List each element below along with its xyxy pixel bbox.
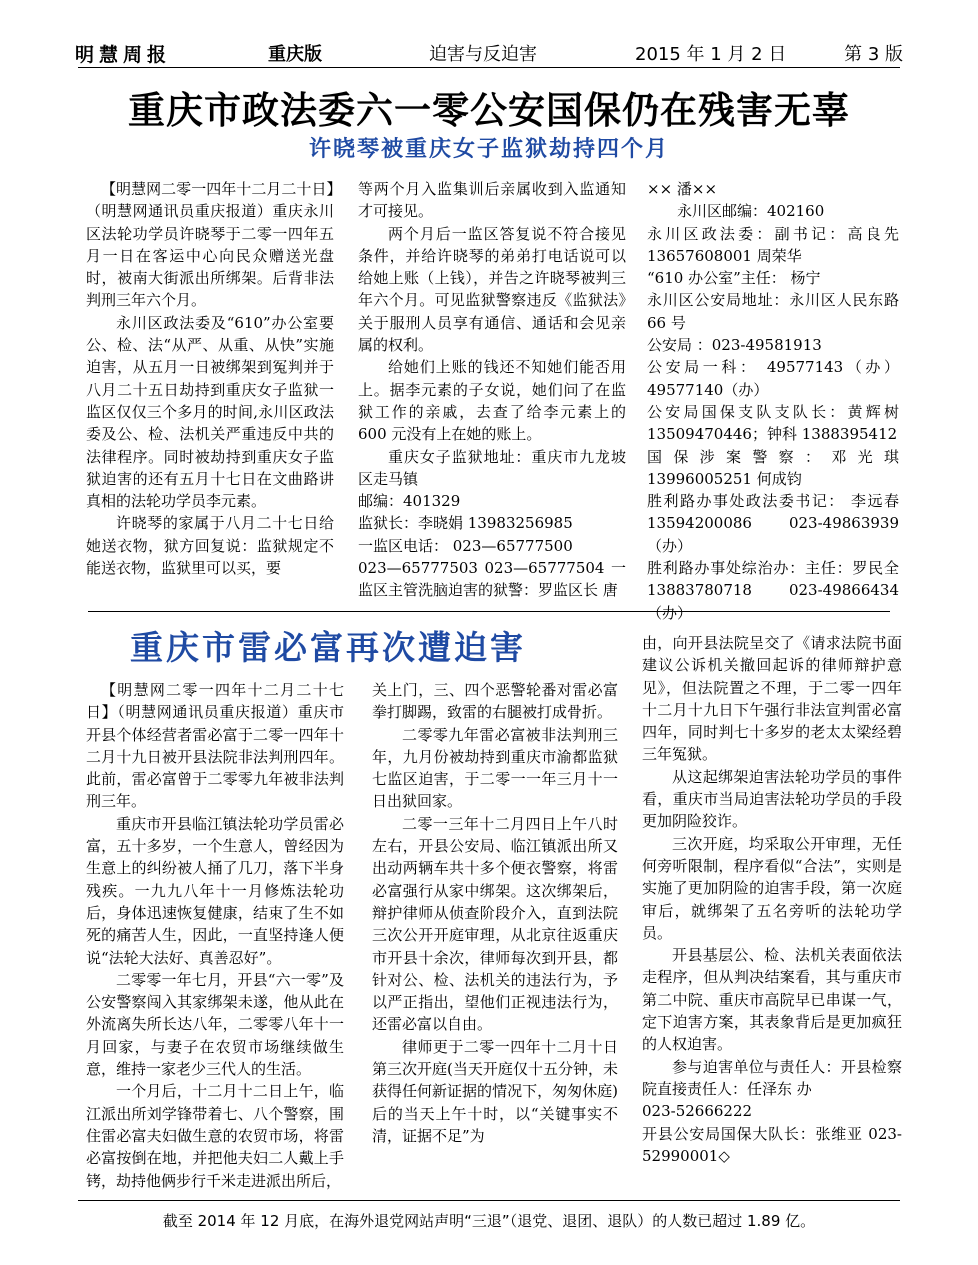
footer-rule — [78, 1200, 900, 1201]
edition: 重庆版 — [268, 44, 322, 65]
paragraph: 胜利路办事处政法委书记： 李远春 13594200086 023-49863939（办） — [647, 492, 899, 555]
paragraph: 023-52666222 — [642, 1102, 753, 1121]
paragraph: 公安局国保支队支队长：黄辉树 13509470446；钟科 1388395412 — [647, 402, 899, 444]
paragraph: 许晓琴的家属于八月二十七日给她送衣物，狱方回复说：监狱规定不能送衣物，监狱里可以买，要 — [86, 514, 334, 578]
paragraph: 永川区公安局地址：永川区人民东路 66 号 — [647, 291, 899, 332]
page-number: 第 3 版 — [844, 44, 903, 65]
article1-column-2 — [358, 178, 626, 598]
article2-column-1 — [86, 679, 344, 1199]
paragraph: 由，向开县法院呈交了《请求法院书面建议公诉机关撤回起诉的律师辩护意见》，但法院置之不理，于二零一四年十二月十九日下午强行非法宣判雷必富四年，同时判七十多岁的老太太梁经碧三年冤狱。 — [642, 634, 902, 764]
article2-column-2 — [372, 679, 618, 1199]
paragraph: 开县基层公、检、法机关表面依法走程序，但从判决结案看，其与重庆市第二中院、重庆市高院早已串谋一气，定下迫害方案，其表象背后是更加疯狂的人权迫害。 — [642, 946, 902, 1054]
section-name: 迫害与反迫害 — [429, 44, 537, 65]
header-rule — [78, 67, 900, 68]
paragraph: 邮编：401329 — [358, 492, 461, 511]
paragraph: 国保涉案警察：邓光琪 13996005251 何成钧 — [647, 447, 899, 488]
article1-subtitle: 许晓琴被重庆女子监狱劫持四个月 — [308, 136, 669, 162]
paragraph: 023—65777503 023—65777504 一监区主管洗脑迫害的狱警：罗监区长 唐 — [358, 559, 626, 600]
paragraph: 一监区电话： 023—65777500 — [358, 536, 573, 555]
paragraph: 重庆市开县临江镇法轮功学员雷必富，五十多岁，一个生意人，曾经因为生意上的纠纷被人捅了几刀，落下半身残疾。一九九八年十一月修炼法轮功后，身体迅速恢复健康，结束了生不如死的痛苦人生，因此，一直坚持逢人便说“法轮大法好、真善忍好”。 — [86, 814, 344, 967]
footer-note: 截至 2014 年 12 月底，在海外退党网站声明“三退”（退党、退团、退队）的人数已超过 1.89 亿。 — [162, 1212, 816, 1230]
paragraph: 监狱长：李晓娟 13983256985 — [358, 514, 573, 533]
issue-date: 2015 年 1 月 2 日 — [635, 44, 787, 65]
paragraph: 公安局一科： 49577143（办）49577140（办） — [647, 358, 899, 399]
masthead — [75, 38, 903, 68]
paragraph: 三次开庭，均采取公开审理，无任何旁听限制，程序看似“合法”，实则是实施了更加阴险的迫害手段，第一次庭审后，就绑架了五名旁听的法轮功学员。 — [642, 834, 902, 942]
paragraph: 公安局 ：023-49581913 — [647, 336, 822, 355]
paragraph: 律师更于二零一四年十二月十日第三次开庭(当天开庭仅十五分钟，未获得任何新证据的情况下，匆匆休庭)后的当天上午十时，以“关键事实不清，证据不足”为 — [372, 1037, 618, 1145]
article1-column-1 — [86, 178, 334, 598]
paragraph: 【明慧网二零一四年十二月二十七日】（明慧网通讯员重庆报道）重庆市开县个体经营者雷必富于二零一四年十二月十九日被开县法院非法判刑四年。此前，雷必富曾于二零零九年被非法判刑三年。 — [86, 681, 344, 811]
article2-title: 重庆市雷必富再次遭迫害 — [130, 628, 526, 667]
paragraph: 关上门，三、四个恶警轮番对雷必富拳打脚踢，致雷的右腿被打成骨折。 — [372, 681, 618, 722]
paragraph: “610 办公室”主任： 杨宁 — [647, 269, 821, 288]
article-divider — [88, 611, 890, 612]
paragraph: 二零零九年雷必富被非法判刑三年，九月份被劫持到重庆市渝都监狱七监区迫害，于二零一一年三月十一日出狱回家。 — [372, 725, 618, 811]
paragraph: 重庆女子监狱地址：重庆市九龙坡区走马镇 — [358, 447, 626, 488]
paragraph: 给她们上账的钱还不知她们能否用上。据李元素的子女说，她们问了在监狱工作的亲戚，去查了给李元素上的 600 元没有上在她的账上。 — [358, 358, 626, 444]
paper-name: 明慧周报 — [75, 44, 172, 66]
paragraph: 永川区邮编：402160 — [677, 202, 825, 221]
article1-column-3 — [647, 178, 899, 622]
paragraph: 参与迫害单位与责任人：开县检察院直接责任人：任泽东 办 — [642, 1057, 902, 1098]
paragraph: 胜利路办事处综治办：主任：罗民全 13883780718 023-49866434（办） — [647, 559, 899, 622]
paragraph: 从这起绑架迫害法轮功学员的事件看，重庆市当局迫害法轮功学员的手段更加阴险狡诈。 — [642, 767, 902, 831]
paragraph: 二零一三年十二月四日上午八时左右，开县公安局、临江镇派出所又出动两辆车共十多个便衣警察，将雷必富强行从家中绑架。这次绑架后，辩护律师从侦查阶段介入，直到法院三次公开开庭审理，从北京往返重庆市开县十余次，律师每次到开县，都针对公、检、法机关的违法行为，予以严正指出，望他们正视违法行为，还雷必富以自由。 — [372, 814, 618, 1034]
paragraph: 【明慧网二零一四年十二月二十日】（明慧网通讯员重庆报道）重庆永川区法轮功学员许晓琴于二零一四年五月一日在客运中心向民众赠送光盘时，被南大街派出所绑架。后背非法判刑三年六个月。 — [86, 180, 334, 310]
paragraph: 永川区政法委：副书记：高良先 13657608001 周荣华 — [647, 224, 899, 265]
paragraph: 永川区政法委及“610”办公室要公、检、法“从严、从重、从快”实施迫害，从五月一日被绑架到冤判并于八月二十五日劫持到重庆女子监狱一监区仅仅三个多月的时间,永川区政法委及公、检、法机关严重违反中共的法律程序。同时被劫持到重庆女子监狱迫害的还有五月十七日在文曲路讲真相的法轮功学员李元素。 — [86, 313, 334, 511]
paragraph: 一个月后，十二月十二日上午，临江派出所刘学锋带着七、八个警察，围住雷必富夫妇做生意的农贸市场，将雷必富按倒在地，并把他夫妇二人戴上手铐，劫持他俩步行千米走进派出所后， — [86, 1082, 344, 1190]
paragraph: 两个月后一监区答复说不符合接见条件，并给许晓琴的弟弟打电话说可以给她上账（上钱），并告之许晓琴被判三年六个月。可见监狱警察违反《监狱法》关于服刑人员享有通信、通话和会见亲属的权利。 — [358, 224, 626, 355]
article1-title: 重庆市政法委六一零公安国保仍在残害无辜 — [128, 88, 850, 132]
article2-column-3 — [642, 632, 902, 1199]
paragraph: 开县公安局国保大队长：张维亚 023-52990001◇ — [642, 1124, 902, 1165]
paragraph: ×× 潘×× — [647, 180, 718, 198]
paragraph: 二零零一年七月，开县“六一零”及公安警察闯入其家绑架未遂，他从此在外流离失所长达八年，二零零八年十一月回家，与妻子在农贸市场继续做生意，维持一家老少三代人的生活。 — [86, 970, 344, 1079]
paragraph: 等两个月入监集训后亲属收到入监通知才可接见。 — [358, 180, 626, 221]
